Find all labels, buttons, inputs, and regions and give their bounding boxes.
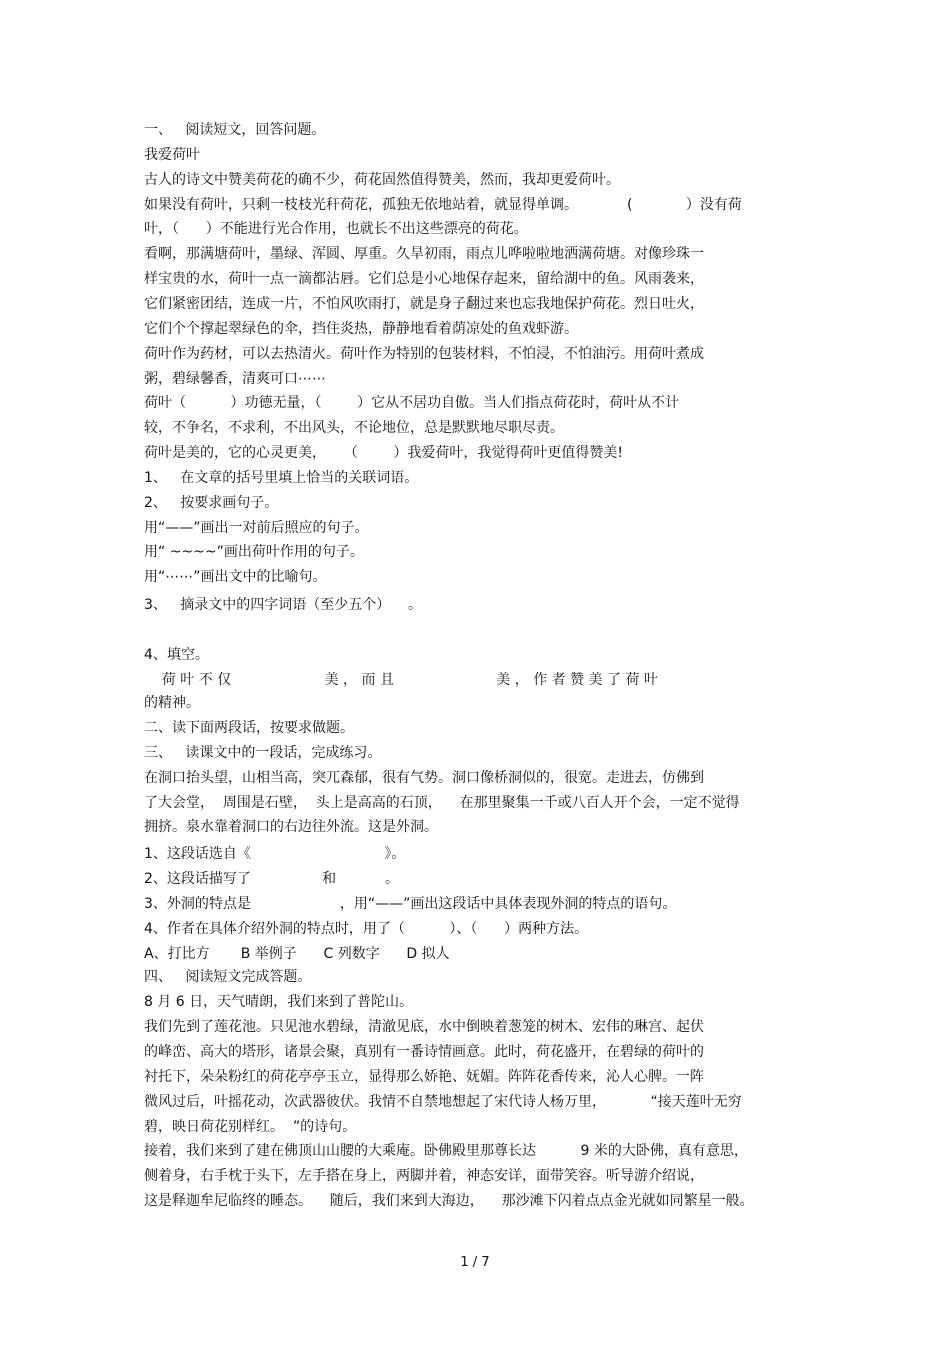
answer-options: A、打比方 B 举例子 C 列数字 D 拟人 bbox=[144, 946, 450, 962]
text-line: 荷叶作为药材，可以去热清火。荷叶作为特别的包装材料，不怕浸，不怕油污。用荷叶煮成 bbox=[144, 346, 704, 362]
text-line: 的峰峦、高大的塔形，诸景会聚，真别有一番诗情画意。此时，荷花盛开，在碧绿的荷叶的 bbox=[144, 1044, 704, 1060]
question-subitem: 用“ ~~~~”画出荷叶作用的句子。 bbox=[144, 544, 364, 560]
question-subitem: 用“⋯⋯”画出文中的比喻句。 bbox=[144, 569, 327, 585]
text-line: 侧着身，右手枕于头下，左手搭在身上，两脚并着，神态安详，面带笑容。听导游介绍说， bbox=[144, 1168, 704, 1184]
fill-blank-line: 荷 叶 不 仅 美 ， 而 且 美 ， 作 者 赞 美 了 荷 叶 bbox=[144, 672, 658, 688]
text-line: 微风过后，叶摇花动，次武器彼伏。我情不自禁地想起了宋代诗人杨万里， “接天莲叶无穷 bbox=[144, 1094, 742, 1110]
passage-title: 我爱荷叶 bbox=[144, 147, 200, 163]
text-line: 我们先到了莲花池。只见池水碧绿，清澈见底，水中倒映着葱笼的树木、宏伟的琳宫、起伏 bbox=[144, 1019, 704, 1035]
text-line: 的精神。 bbox=[144, 695, 200, 711]
text-line: 拥挤。泉水靠着洞口的右边往外流。这是外洞。 bbox=[144, 819, 438, 835]
question-item: 2、 按要求画句子。 bbox=[144, 495, 279, 511]
text-line: 它们紧密团结，连成一片，不怕风吹雨打，就是身子翻过来也忘我地保护荷花。烈日吐火， bbox=[144, 296, 704, 312]
question-item: 2、这段话描写了 和 。 bbox=[144, 871, 400, 887]
text-line: 看啊，那满塘荷叶，墨绿、浑圆、厚重。久旱初雨，雨点儿哗啦啦地洒满荷塘。对像珍珠一 bbox=[144, 246, 704, 262]
text-line: 8 月 6 日，天气晴朗，我们来到了普陀山。 bbox=[144, 994, 414, 1010]
text-line: 荷叶是美的，它的心灵更美， （ ）我爱荷叶，我觉得荷叶更值得赞美! bbox=[144, 445, 624, 461]
text-line: 碧，映日荷花别样红。 ”的诗句。 bbox=[144, 1119, 357, 1135]
text-line: 古人的诗文中赞美荷花的确不少，荷花固然值得赞美，然而，我却更爱荷叶。 bbox=[144, 172, 620, 188]
question-item: 1、这段话选自《 》。 bbox=[144, 846, 406, 862]
section-2-heading: 二、读下面两段话，按要求做题。 bbox=[144, 720, 354, 736]
text-line: 荷叶（ ）功德无量，（ ）它从不居功自傲。当人们指点荷花时，荷叶从不计 bbox=[144, 395, 680, 411]
page-number: 1 / 7 bbox=[460, 1255, 490, 1270]
text-line: 在洞口抬头望，山相当高，突兀森郁，很有气势。洞口像桥洞似的，很宽。走进去，仿佛到 bbox=[144, 770, 704, 786]
text-line: 衬托下，朵朵粉红的荷花亭亭玉立，显得那么娇艳、妩媚。阵阵花香传来，沁人心脾。一阵 bbox=[144, 1069, 704, 1085]
question-item: 4、作者在具体介绍外洞的特点时，用了（ ）、（ ）两种方法。 bbox=[144, 921, 589, 937]
text-line: 接着，我们来到了建在佛顶山山腰的大乘庵。卧佛殿里那尊长达 9 米的大卧佛，真有意思， bbox=[144, 1143, 748, 1159]
question-item: 1、 在文章的括号里填上恰当的关联词语。 bbox=[144, 470, 419, 486]
question-item: 4、填空。 bbox=[144, 647, 209, 663]
question-subitem: 用“——”画出一对前后照应的句子。 bbox=[144, 520, 369, 536]
question-item: 3、 摘录文中的四字词语（至少五个） 。 bbox=[144, 597, 423, 613]
question-item: 3、外洞的特点是 ，用“——”画出这段话中具体表现外洞的特点的语句。 bbox=[144, 896, 677, 912]
text-line: 粥，碧绿馨香，清爽可口⋯⋯ bbox=[144, 371, 326, 387]
section-1-heading: 一、 阅读短文，回答问题。 bbox=[144, 122, 326, 138]
text-line: 这是释迦牟尼临终的睡态。 随后，我们来到大海边， 那沙滩下闪着点点金光就如同繁星一般。 bbox=[144, 1193, 754, 1209]
text-line: 了大会堂， 周围是石壁， 头上是高高的石顶， 在那里聚集一千或八百人开个会，一定不觉得 bbox=[144, 795, 740, 811]
text-line: 如果没有荷叶，只剩一枝枝光秆荷花，孤独无依地站着，就显得单调。 ( ）没有荷 bbox=[144, 197, 742, 213]
text-line: 它们个个撑起翠绿色的伞，挡住炎热，静静地看着荫凉处的鱼戏虾游。 bbox=[144, 321, 578, 337]
section-3-heading: 三、 读课文中的一段话，完成练习。 bbox=[144, 745, 382, 761]
text-line: 样宝贵的水，荷叶一点一滴都沾唇。它们总是小心地保存起来，留给湖中的鱼。风雨袭来， bbox=[144, 271, 704, 287]
text-line: 较，不争名，不求利，不出风头，不论地位，总是默默地尽职尽责。 bbox=[144, 420, 564, 436]
section-4-heading: 四、 阅读短文完成答题。 bbox=[144, 969, 312, 985]
text-line: 叶，（ ）不能进行光合作用，也就长不出这些漂亮的荷花。 bbox=[144, 221, 528, 237]
